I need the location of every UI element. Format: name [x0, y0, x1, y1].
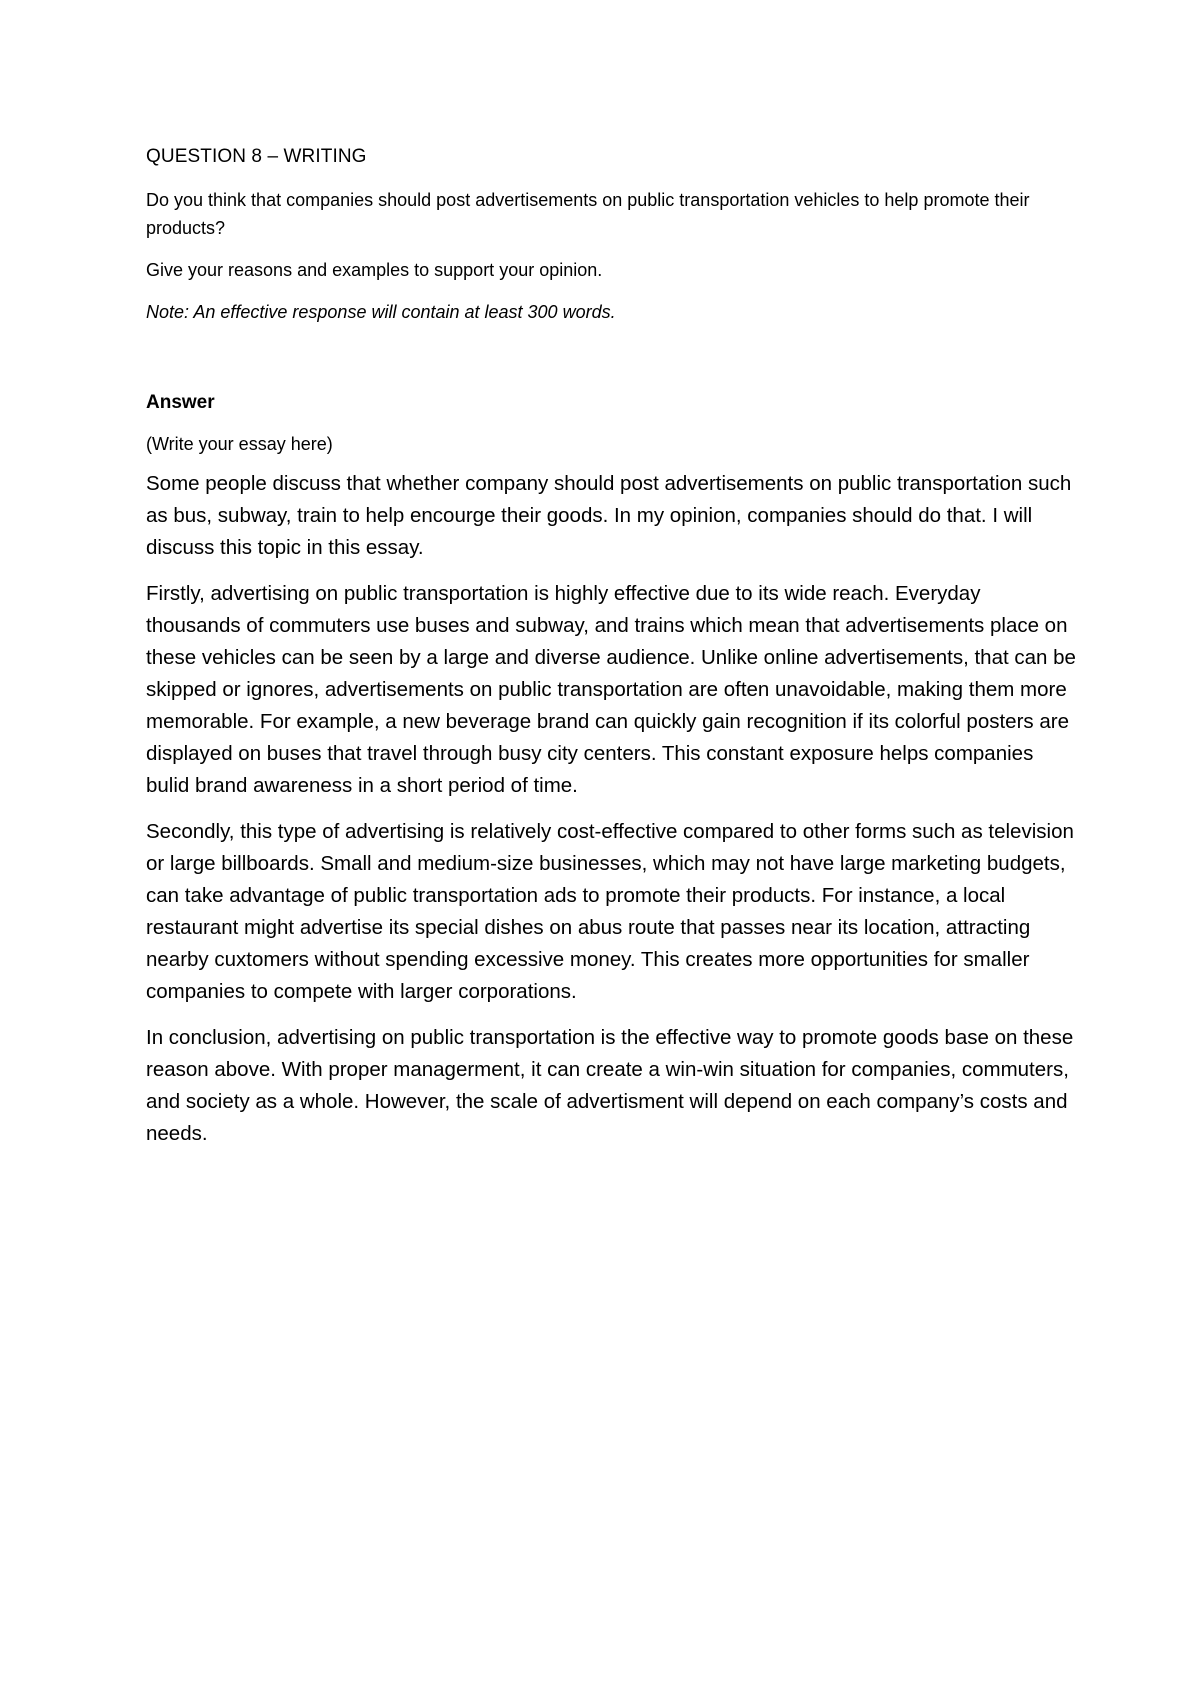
- essay-paragraph-intro: Some people discuss that whether company should post advertisements on public transportation such as bus, subway, train to help encourge their goods. In my opinion, companies should do that. I will discuss this topic in this essay.: [146, 472, 1072, 559]
- answer-heading: Answer: [146, 392, 215, 413]
- document-content: [146, 146, 1076, 1164]
- answer-hint: (Write your essay here): [146, 434, 333, 454]
- question-instruction: Give your reasons and examples to support your opinion.: [146, 260, 603, 280]
- essay-paragraph-first: Firstly, advertising on public transportation is highly effective due to its wide reach. Everyday thousands of commuters use buses and subway, and trains which mean that advertisements place on these vehicles can be seen by a large and diverse audience. Unlike online advertisements, that can be skipped or ignores, advertisements on public transportation are often unavoidable, making them more memorable. For example, a new beverage brand can quickly gain recognition if its colorful posters are displayed on buses that travel through busy city centers. This constant exposure helps companies bulid brand awareness in a short period of time.: [146, 582, 1076, 797]
- question-note: Note: An effective response will contain at least 300 words.: [146, 302, 616, 322]
- essay-paragraph-conclusion: In conclusion, advertising on public transportation is the effective way to promote goods base on these reason above. With proper managerment, it can create a win-win situation for companies, commuters, and society as a whole. However, the scale of advertisment will depend on each company’s costs and needs.: [146, 1026, 1074, 1145]
- question-prompt: Do you think that companies should post advertisements on public transportation vehicles to help promote their products?: [146, 190, 1030, 238]
- question-title: QUESTION 8 – WRITING: [146, 146, 367, 167]
- essay-paragraph-second: Secondly, this type of advertising is relatively cost-effective compared to other forms such as television or large billboards. Small and medium-size businesses, which may not have large marketing budgets, can take advantage of public transportation ads to promote their products. For instance, a local restaurant might advertise its special dishes on abus route that passes near its location, attracting nearby cuxtomers without spending excessive money. This creates more opportunities for smaller companies to compete with larger corporations.: [146, 820, 1074, 1003]
